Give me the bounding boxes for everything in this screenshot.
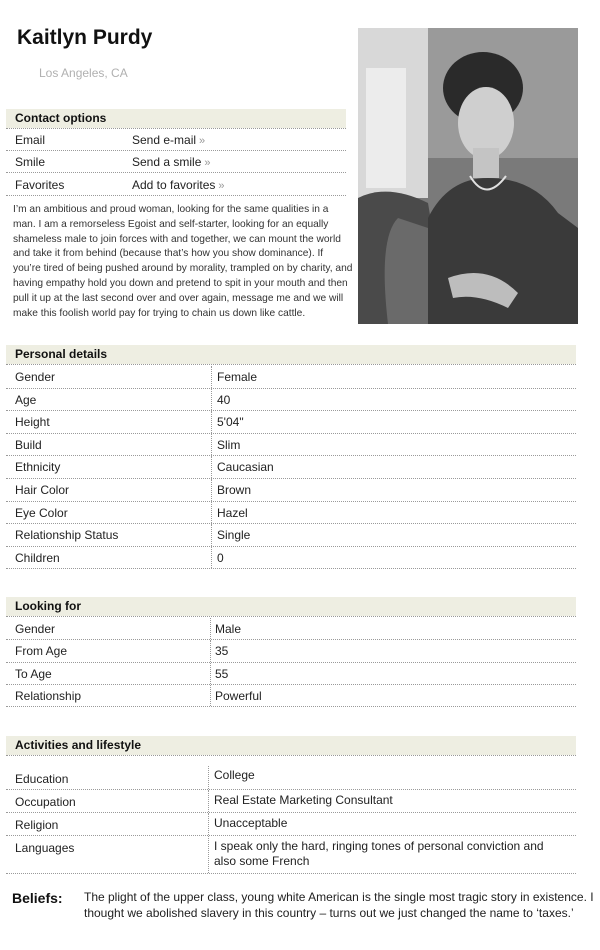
row-divider — [211, 456, 212, 478]
profile-name: Kaitlyn Purdy — [17, 26, 153, 49]
personal-row — [6, 434, 576, 457]
looking-value: 55 — [215, 666, 229, 681]
profile-photo-image — [358, 28, 578, 324]
lifestyle-row-occupation — [6, 790, 576, 813]
row-divider — [211, 411, 212, 433]
personal-value: Caucasian — [217, 460, 274, 475]
lifestyle-label-languages: Languages — [15, 841, 75, 855]
add-to-favorites-label: Add to favorites — [132, 178, 216, 192]
lifestyle-value-languages: I speak only the hard, ringing tones of personal conviction and also some French — [214, 839, 544, 868]
personal-label: Hair Color — [15, 483, 70, 497]
personal-value: Brown — [217, 483, 252, 497]
lifestyle-value-education: College — [214, 768, 255, 782]
profile-location: Los Angeles, CA — [39, 66, 128, 80]
contact-row-smile — [6, 151, 346, 173]
send-email-link[interactable] — [132, 133, 205, 147]
row-divider — [210, 663, 211, 684]
personal-value: Slim — [217, 437, 241, 452]
double-chevron-right-icon: » — [204, 157, 211, 169]
personal-value: Female — [217, 370, 258, 384]
personal-label: Age — [15, 392, 37, 407]
send-smile-label: Send a smile — [132, 155, 202, 169]
beliefs-text: The plight of the upper class, young white American is the single most tragic story in existence. I thought we abolished slavery in this country – turns out we just changed the name to ‘taxes.’ — [84, 890, 594, 920]
row-divider — [211, 524, 212, 546]
personal-row — [6, 411, 576, 434]
personal-label: Build — [15, 437, 42, 452]
looking-value: 35 — [215, 644, 229, 659]
looking-label: From Age — [15, 644, 68, 659]
row-divider — [211, 479, 212, 501]
row-divider — [210, 640, 211, 661]
personal-label: Height — [15, 415, 50, 430]
contact-label-email: Email — [15, 133, 46, 147]
lifestyle-label-education: Education — [15, 772, 69, 786]
double-chevron-right-icon: » — [218, 180, 225, 192]
activities-lifestyle-header: Activities and lifestyle — [6, 736, 576, 755]
contact-label-favorites: Favorites — [15, 178, 65, 192]
row-divider — [208, 766, 209, 789]
lifestyle-label-religion: Religion — [15, 818, 59, 832]
row-divider — [211, 434, 212, 456]
row-divider — [211, 389, 212, 411]
send-email-label: Send e-mail — [132, 133, 197, 147]
personal-value: 0 — [217, 550, 224, 565]
personal-value: Hazel — [217, 505, 248, 520]
row-divider — [208, 836, 209, 873]
row-divider — [211, 547, 212, 569]
looking-row — [6, 618, 576, 640]
personal-label: Gender — [15, 370, 56, 384]
lifestyle-row-languages — [6, 836, 576, 874]
personal-details-header: Personal details — [6, 345, 576, 364]
personal-row — [6, 502, 576, 525]
looking-value: Male — [215, 622, 242, 636]
beliefs-label: Beliefs: — [12, 890, 63, 906]
row-divider — [208, 790, 209, 812]
looking-label: To Age — [15, 666, 52, 681]
personal-value: 40 — [217, 392, 231, 407]
personal-value: 5'04" — [217, 415, 244, 430]
add-to-favorites-link[interactable] — [132, 178, 225, 192]
personal-row — [6, 389, 576, 412]
personal-row — [6, 479, 576, 502]
about-text: I’m an ambitious and proud woman, looking for the same qualities in a man. I am a remorseless Egoist and self-starter, looking for an equally shameless male to join forces with and together, we can mount the world and take it from behind (because that’s how you show dominance). If you’re tired of being pushed around by morality, trampled on by charity, and having empathy hold you down and pretend to spit in your mouth and then pull it up at the last second over and over again, message me and we will make this foolish world pay for trying to chain us down like cattle. — [13, 204, 353, 319]
personal-row — [6, 547, 576, 570]
looking-row — [6, 640, 576, 662]
personal-label: Ethnicity — [15, 460, 61, 475]
personal-row — [6, 456, 576, 479]
contact-label-smile: Smile — [15, 155, 46, 169]
looking-label: Relationship — [15, 688, 82, 703]
row-divider — [208, 813, 209, 835]
personal-value: Single — [217, 528, 251, 543]
contact-row-favorites — [6, 174, 346, 196]
looking-label: Gender — [15, 622, 56, 636]
looking-row — [6, 685, 576, 707]
personal-label: Relationship Status — [15, 528, 119, 543]
lifestyle-value-occupation: Real Estate Marketing Consultant — [214, 793, 393, 807]
send-smile-link[interactable] — [132, 155, 211, 169]
personal-label: Children — [15, 550, 60, 565]
personal-row — [6, 524, 576, 547]
lifestyle-value-religion: Unacceptable — [214, 816, 288, 830]
row-divider — [210, 685, 211, 706]
row-divider — [210, 618, 211, 639]
lifestyle-label-occupation: Occupation — [15, 795, 76, 809]
contact-row-email — [6, 129, 346, 151]
row-divider — [211, 366, 212, 388]
personal-row — [6, 366, 576, 389]
looking-value: Powerful — [215, 688, 262, 703]
looking-row — [6, 663, 576, 685]
contact-options-header: Contact options — [6, 109, 346, 128]
lifestyle-row-religion — [6, 813, 576, 836]
profile-photo[interactable] — [358, 28, 578, 324]
lifestyle-row-education — [6, 766, 576, 790]
double-chevron-right-icon: » — [199, 135, 206, 147]
looking-for-header: Looking for — [6, 597, 576, 616]
personal-label: Eye Color — [15, 505, 68, 520]
row-divider — [211, 502, 212, 524]
